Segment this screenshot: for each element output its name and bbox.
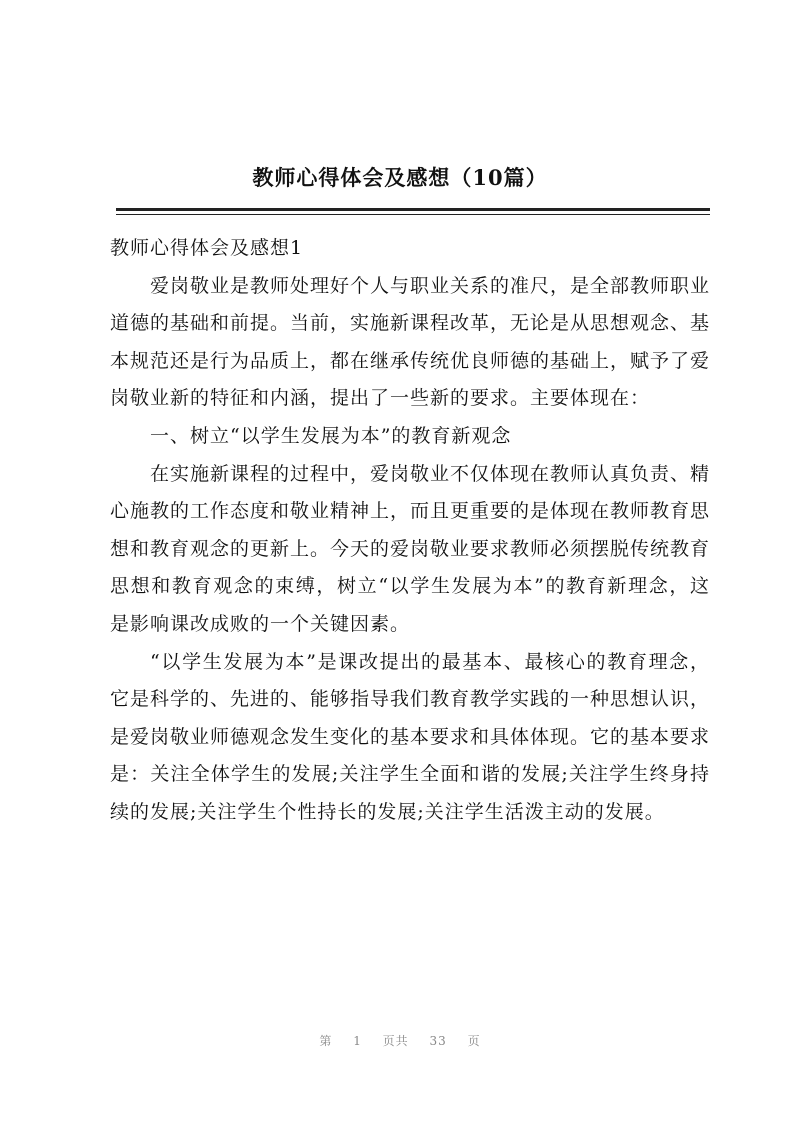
document-title: 教师心得体会及感想（10篇） — [252, 165, 548, 190]
footer-total-pages: 33 — [429, 1034, 447, 1048]
footer-prefix: 第 — [319, 1034, 333, 1048]
footer-page-number: 1 — [353, 1034, 362, 1048]
subheading: 一、树立“以学生发展为本”的教育新观念 — [150, 424, 512, 447]
page-footer — [0, 1032, 800, 1049]
document-body — [110, 230, 710, 832]
paragraph: “以学生发展为本”是课改提出的最基本、最核心的教育理念，它是科学的、先进的、能够指导我们教育教学实践的一种思想认识，是爱岗敬业师德观念发生变化的基本要求和具体体现。它的基本要求是：关注全体学生的发展;关注学生全面和谐的发展;关注学生终身持续的发展;关注学生个性持长的发展;关注学生活泼主动的发展。 — [110, 650, 711, 823]
footer-suffix: 页 — [467, 1034, 481, 1048]
paragraph: 爱岗敬业是教师处理好个人与职业关系的准尺，是全部教师职业道德的基础和前提。当前，实施新课程改革，无论是从思想观念、基本规范还是行为品质上，都在继承传统优良师德的基础上，赋予了爱岗敬业新的特征和内涵，提出了一些新的要求。主要体现在： — [110, 274, 711, 410]
section-heading: 教师心得体会及感想1 — [110, 237, 304, 259]
title-divider-thin — [116, 214, 710, 215]
paragraph: 在实施新课程的过程中，爱岗敬业不仅体现在教师认真负责、精心施教的工作态度和敬业精神上，而且更重要的是体现在教师教育思想和教育观念的更新上。今天的爱岗敬业要求教师必须摆脱传统教育思想和教育观念的束缚，树立“以学生发展为本”的教育新理念，这是影响课改成败的一个关键因素。 — [110, 462, 711, 635]
title-divider-thick — [116, 208, 710, 211]
footer-middle: 页共 — [382, 1034, 409, 1048]
